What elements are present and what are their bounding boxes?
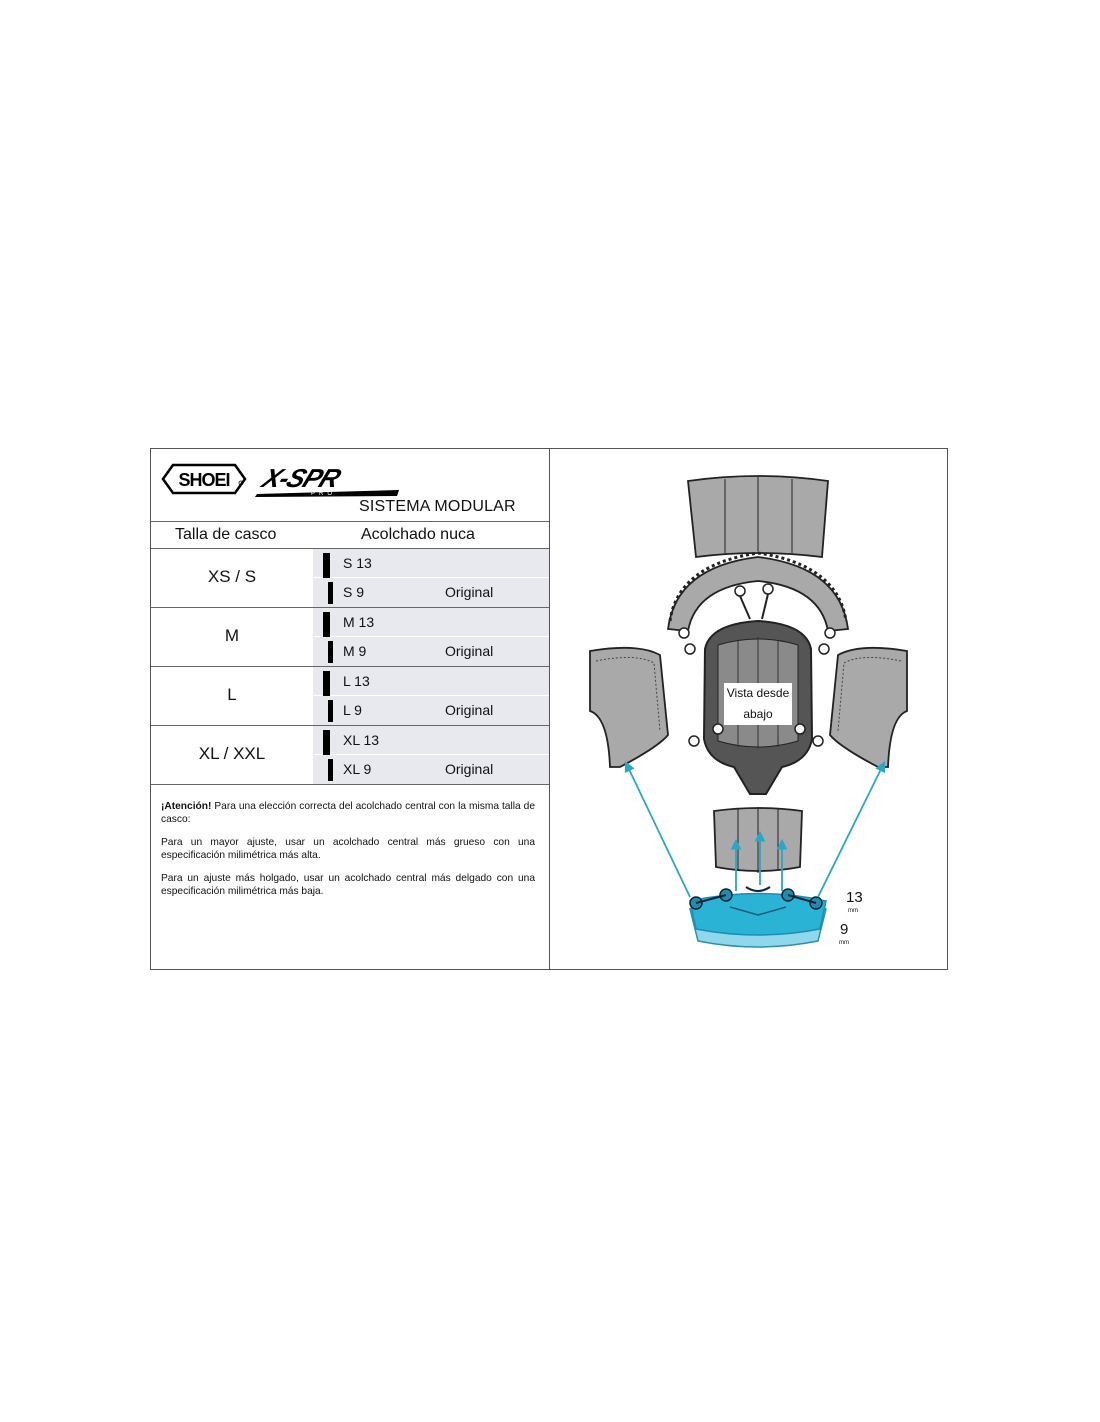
crown-pad-icon [688,476,828,557]
thick-pad-icon [323,553,330,578]
left-cheek-pad-icon [590,648,668,767]
blue-neck-pad-icon [690,887,826,947]
svg-text:SHOEI: SHOEI [178,470,230,490]
pad-option-label: S 13 [343,555,372,571]
attention-note [161,801,535,826]
column-size-header: Talla de casco [175,526,277,543]
original-badge: Original [445,643,494,659]
thin-pad-icon [328,641,333,663]
view-from-below-label [724,683,792,725]
pad-options [313,726,549,784]
looser-fit-note: Para un ajuste más holgado, usar un acolchado central más delgado con una especificación milimétrica más baja. [161,873,535,897]
thin-pad-icon [328,700,333,722]
thin-pad-icon [328,582,333,604]
table-header [151,521,549,549]
pad-options [313,549,549,607]
helmet-liner-diagram-panel [550,449,947,969]
view-label-line2: abajo [743,707,773,721]
neck-pad-icon [714,807,802,873]
attention-text: Para una elección correcta del acolchado central con la misma talla de casco: [161,801,535,825]
thick-pad-icon [323,730,330,755]
pad-options [313,667,549,725]
svg-text:X-SPR: X-SPR [258,463,345,493]
tighter-fit-note: Para un mayor ajuste, usar un acolchado central más grueso con una especificación milimétrica más alta. [161,837,535,861]
thickness-9-label: 9 [840,921,849,938]
original-badge: Original [445,584,494,600]
attention-label: ¡Atención! [161,801,212,812]
svg-text:PRO: PRO [311,491,337,497]
pad-option-13 [313,726,549,755]
table-row [151,667,549,726]
thickness-13-label: 13 [846,889,863,906]
pad-options [313,608,549,666]
brand-logo [161,461,411,497]
size-label: M [224,626,240,645]
size-label: XS / S [207,567,257,586]
pad-option-label: S 9 [343,584,365,600]
pad-option-label: M 13 [343,614,375,630]
pad-option-label: L 13 [343,673,370,689]
pad-option-9 [313,578,549,607]
right-cheek-pad-icon [830,648,907,767]
upper-curved-pad-icon [668,553,848,631]
pad-option-label: XL 13 [343,732,380,748]
pad-option-13 [313,608,549,637]
table-row [151,608,549,667]
fitting-notes [161,801,535,909]
system-title: SISTEMA MODULAR [359,498,516,515]
pad-option-13 [313,667,549,696]
table-row [151,549,549,608]
column-pad-header: Acolchado nuca [361,526,475,543]
pad-option-9 [313,696,549,725]
pad-option-9 [313,755,549,784]
table-row [151,726,549,785]
pad-option-label: M 9 [343,643,367,659]
size-label: L [227,685,237,704]
original-badge: Original [445,702,494,718]
unit-label: mm [839,940,849,946]
thick-pad-icon [323,671,330,696]
view-label-line1: Vista desde [726,686,790,700]
pad-option-9 [313,637,549,666]
size-label: XL / XXL [198,744,266,763]
pad-option-label: XL 9 [343,761,372,777]
thin-pad-icon [328,759,333,781]
size-table-panel [151,449,550,969]
pad-option-13 [313,549,549,578]
original-badge: Original [445,761,494,777]
thick-pad-icon [323,612,330,637]
unit-label: mm [848,908,858,914]
fitting-guide-card [150,448,948,970]
pad-option-label: L 9 [343,702,362,718]
